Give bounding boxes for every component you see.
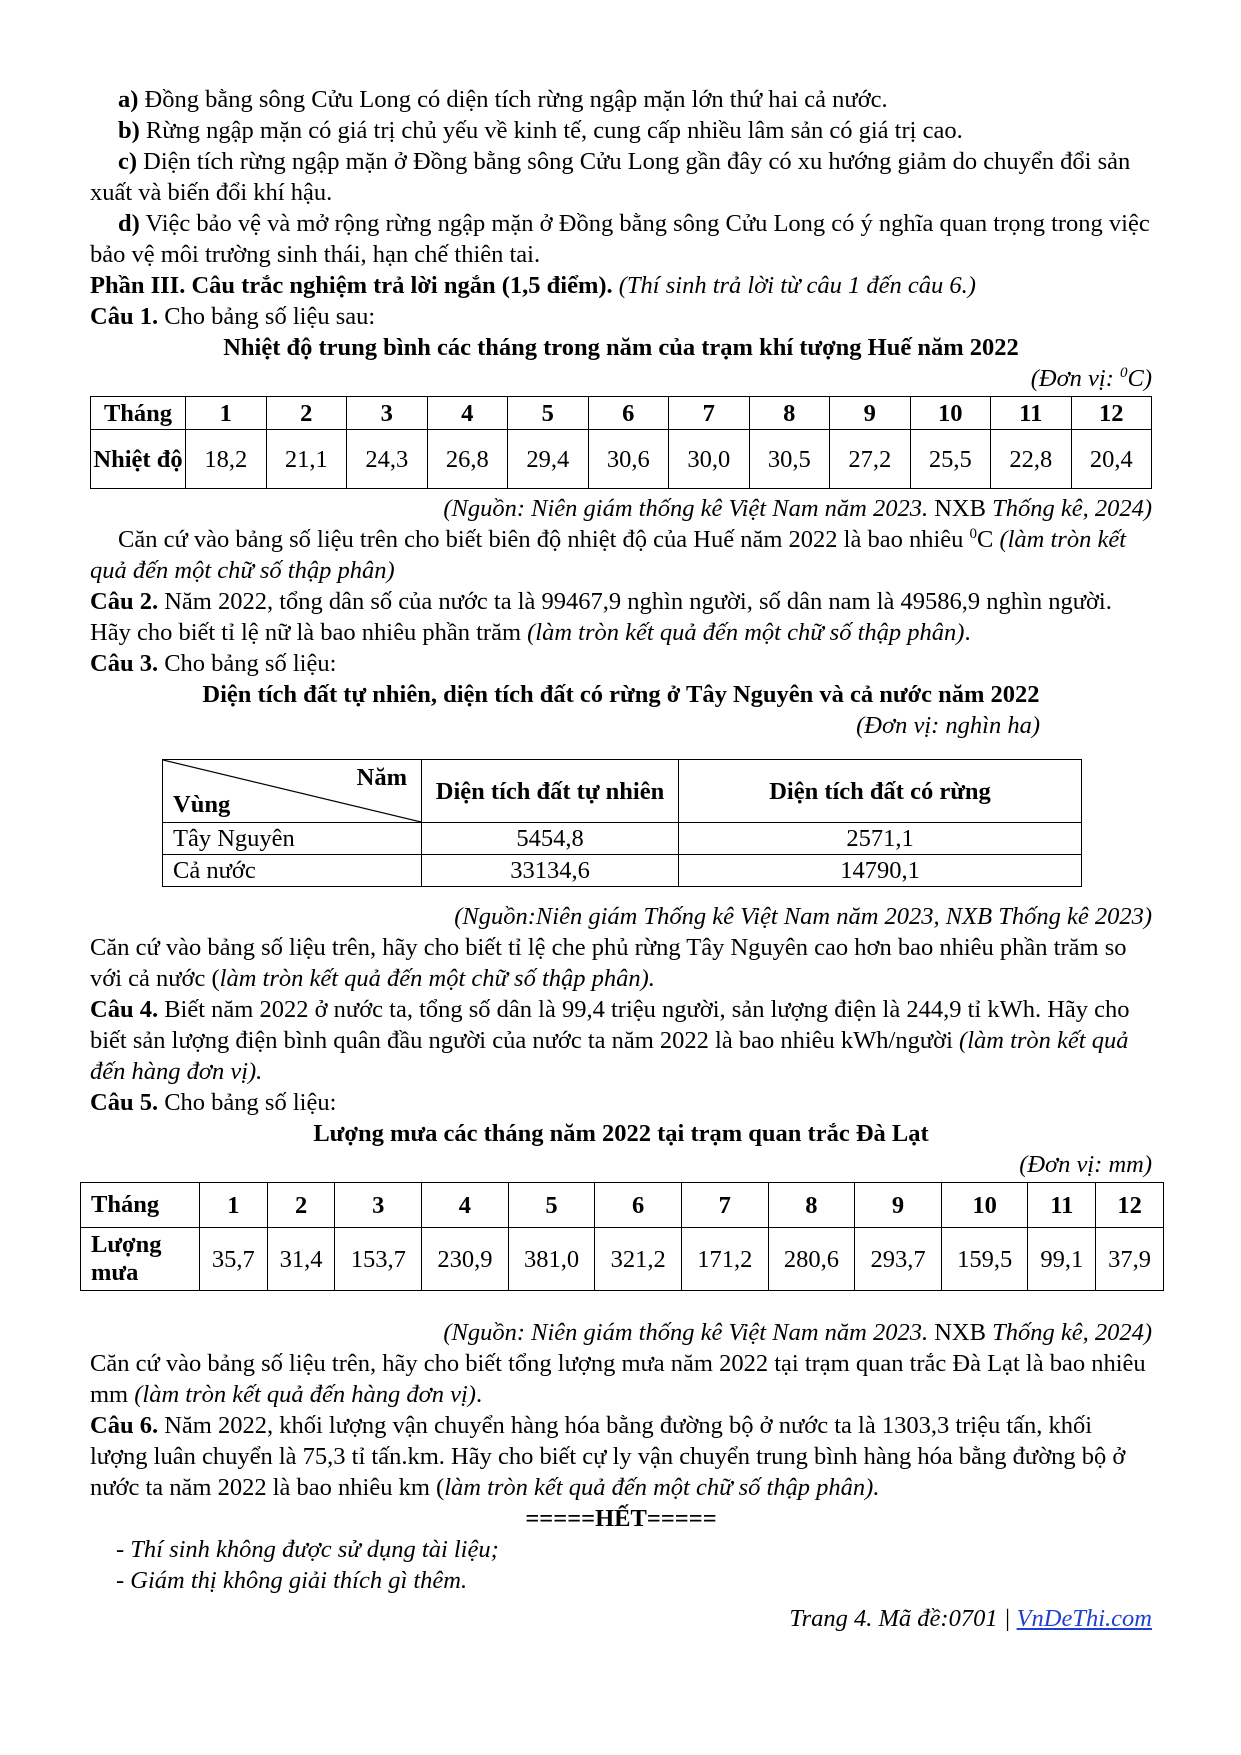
month-cell: 3 bbox=[335, 1183, 422, 1228]
month-cell: 4 bbox=[422, 1183, 509, 1228]
month-cell: 1 bbox=[200, 1183, 268, 1228]
table-value-row bbox=[91, 430, 1152, 489]
value-cell: 159,5 bbox=[941, 1228, 1028, 1291]
table-header-row bbox=[81, 1183, 1164, 1228]
temperature-table bbox=[90, 396, 1152, 489]
value-cell: 381,0 bbox=[508, 1228, 595, 1291]
corner-year-label: Năm bbox=[356, 764, 407, 791]
region-cell: Tây Nguyên bbox=[163, 823, 422, 855]
month-cell: 12 bbox=[1096, 1183, 1164, 1228]
value-cell: 18,2 bbox=[186, 430, 267, 489]
row-label-cell: Lượng mưa bbox=[81, 1228, 200, 1291]
table-value-row bbox=[81, 1228, 1164, 1291]
month-cell: 3 bbox=[347, 397, 428, 430]
value-cell: 99,1 bbox=[1028, 1228, 1096, 1291]
part3-heading: Phần III. Câu trắc nghiệm trả lời ngắn (1,5 điểm). (Thí sinh trả lời từ câu 1 đến câu 6.) bbox=[90, 272, 976, 299]
value-cell: 21,1 bbox=[266, 430, 347, 489]
diagonal-header-cell bbox=[163, 760, 422, 823]
q5-intro: Câu 5. Cho bảng số liệu: bbox=[90, 1089, 337, 1116]
forest-area-table bbox=[162, 759, 1082, 887]
month-cell: 5 bbox=[508, 1183, 595, 1228]
statement-c: c) Diện tích rừng ngập mặn ở Đồng bằng sông Cửu Long gần đây có xu hướng giảm do chuyển đổi sản xuất và biến đổi khí hậu. bbox=[90, 148, 1131, 206]
q1-source: (Nguồn: Niên giám thống kê Việt Nam năm 2023. NXB Thống kê, 2024) bbox=[443, 495, 1152, 522]
q5-source: (Nguồn: Niên giám thống kê Việt Nam năm 2023. NXB Thống kê, 2024) bbox=[443, 1319, 1152, 1346]
q3-table-title: Diện tích đất tự nhiên, diện tích đất có rừng ở Tây Nguyên và cả nước năm 2022 bbox=[202, 681, 1040, 708]
value-cell: 35,7 bbox=[200, 1228, 268, 1291]
month-cell: 11 bbox=[1028, 1183, 1096, 1228]
value-cell: 293,7 bbox=[855, 1228, 942, 1291]
header-cell: Tháng bbox=[91, 397, 186, 430]
value-cell: 30,0 bbox=[669, 430, 750, 489]
month-cell: 5 bbox=[508, 397, 589, 430]
q1-unit: (Đơn vị: $^0$C) bbox=[1030, 364, 1152, 392]
value-cell: 27,2 bbox=[830, 430, 911, 489]
q4: Câu 4. Biết năm 2022 ở nước ta, tổng số dân là 99,4 triệu người, sản lượng điện là 244,9 tỉ kWh. Hãy cho biết sản lượng điện bình quân đầu người của nước ta năm 2022 là bao nhiêu kWh/người (làm tròn kết quả đến hàng đơn vị). bbox=[90, 996, 1130, 1085]
value-cell: 30,5 bbox=[749, 430, 830, 489]
value-cell: 31,4 bbox=[267, 1228, 335, 1291]
q3-unit: (Đơn vị: nghìn ha) bbox=[856, 712, 1040, 739]
q3-source: (Nguồn:Niên giám Thống kê Việt Nam năm 2023, NXB Thống kê 2023) bbox=[454, 903, 1152, 930]
month-cell: 6 bbox=[595, 1183, 682, 1228]
value-cell: 24,3 bbox=[347, 430, 428, 489]
month-cell: 8 bbox=[768, 1183, 855, 1228]
statement-b: b) Rừng ngập mặn có giá trị chủ yếu về kinh tế, cung cấp nhiều lâm sản có giá trị cao. bbox=[118, 117, 963, 144]
note-item: - Giám thị không giải thích gì thêm. bbox=[116, 1567, 468, 1594]
note-item: - Thí sinh không được sử dụng tài liệu; bbox=[116, 1536, 499, 1563]
value-cell: 280,6 bbox=[768, 1228, 855, 1291]
q1-table-title: Nhiệt độ trung bình các tháng trong năm của trạm khí tượng Huế năm 2022 bbox=[223, 334, 1019, 361]
month-cell: 9 bbox=[830, 397, 911, 430]
month-cell: 1 bbox=[186, 397, 267, 430]
q1-intro: Câu 1. Cho bảng số liệu sau: bbox=[90, 303, 376, 330]
corner-region-label: Vùng bbox=[173, 791, 231, 818]
value-cell: 29,4 bbox=[508, 430, 589, 489]
value-cell: 2571,1 bbox=[679, 823, 1082, 855]
table-row bbox=[163, 823, 1082, 855]
q6: Câu 6. Năm 2022, khối lượng vận chuyển hàng hóa bằng đường bộ ở nước ta là 1303,3 triệu tấn, khối lượng luân chuyển là 75,3 tỉ tấn.km. Hãy cho biết cự ly vận chuyển trung bình hàng hóa bằng đường bộ ở nước ta năm 2022 là bao nhiêu km (làm tròn kết quả đến một chữ số thập phân). bbox=[90, 1412, 1126, 1501]
column-header: Diện tích đất có rừng bbox=[679, 760, 1082, 823]
q2: Câu 2. Năm 2022, tổng dân số của nước ta là 99467,9 nghìn người, số dân nam là 49586,9 nghìn người. Hãy cho biết tỉ lệ nữ là bao nhiêu phần trăm (làm tròn kết quả đến một chữ số thập phân). bbox=[90, 588, 1112, 646]
statement-a: a) Đồng bằng sông Cửu Long có diện tích rừng ngập mặn lớn thứ hai cả nước. bbox=[118, 86, 888, 113]
q5-unit: (Đơn vị: mm) bbox=[1019, 1151, 1152, 1178]
region-cell: Cả nước bbox=[163, 855, 422, 887]
table-header-row bbox=[163, 760, 1082, 823]
value-cell: 26,8 bbox=[427, 430, 508, 489]
month-cell: 4 bbox=[427, 397, 508, 430]
month-cell: 12 bbox=[1071, 397, 1152, 430]
value-cell: 14790,1 bbox=[679, 855, 1082, 887]
value-cell: 321,2 bbox=[595, 1228, 682, 1291]
exam-page bbox=[90, 84, 1152, 1596]
month-cell: 8 bbox=[749, 397, 830, 430]
statement-d: d) Việc bảo vệ và mở rộng rừng ngập mặn ở Đồng bằng sông Cửu Long có ý nghĩa quan trọng trong việc bảo vệ môi trường sinh thái, hạn chế thiên tai. bbox=[90, 210, 1150, 268]
header-cell: Tháng bbox=[81, 1183, 200, 1228]
value-cell: 5454,8 bbox=[422, 823, 679, 855]
value-cell: 230,9 bbox=[422, 1228, 509, 1291]
q3-question: Căn cứ vào bảng số liệu trên, hãy cho biết tỉ lệ che phủ rừng Tây Nguyên cao hơn bao nhiêu phần trăm so với cả nước (làm tròn kết quả đến một chữ số thập phân). bbox=[90, 934, 1127, 992]
value-cell: 37,9 bbox=[1096, 1228, 1164, 1291]
value-cell: 30,6 bbox=[588, 430, 669, 489]
value-cell: 153,7 bbox=[335, 1228, 422, 1291]
q5-table-title: Lượng mưa các tháng năm 2022 tại trạm quan trắc Đà Lạt bbox=[313, 1120, 929, 1147]
month-cell: 2 bbox=[267, 1183, 335, 1228]
month-cell: 10 bbox=[910, 397, 991, 430]
month-cell: 10 bbox=[941, 1183, 1028, 1228]
table-row bbox=[163, 855, 1082, 887]
row-label-cell: Nhiệt độ bbox=[91, 430, 186, 489]
q1-question: Căn cứ vào bảng số liệu trên cho biết biên độ nhiệt độ của Huế năm 2022 là bao nhiêu $^0$C (làm tròn kết quả đến một chữ số thập phân) bbox=[90, 525, 1127, 584]
month-cell: 11 bbox=[991, 397, 1072, 430]
month-cell: 7 bbox=[669, 397, 750, 430]
month-cell: 9 bbox=[855, 1183, 942, 1228]
q5-question: Căn cứ vào bảng số liệu trên, hãy cho biết tổng lượng mưa năm 2022 tại trạm quan trắc Đà Lạt là bao nhiêu mm (làm tròn kết quả đến hàng đơn vị). bbox=[90, 1350, 1146, 1408]
q3-intro: Câu 3. Cho bảng số liệu: bbox=[90, 650, 337, 677]
column-header: Diện tích đất tự nhiên bbox=[422, 760, 679, 823]
value-cell: 33134,6 bbox=[422, 855, 679, 887]
month-cell: 7 bbox=[681, 1183, 768, 1228]
rainfall-table bbox=[80, 1182, 1164, 1291]
end-mark: =====HẾT===== bbox=[525, 1505, 717, 1532]
value-cell: 25,5 bbox=[910, 430, 991, 489]
value-cell: 20,4 bbox=[1071, 430, 1152, 489]
month-cell: 2 bbox=[266, 397, 347, 430]
month-cell: 6 bbox=[588, 397, 669, 430]
footer-text: Trang 4. Mã đề:0701 | bbox=[789, 1605, 1017, 1632]
value-cell: 171,2 bbox=[681, 1228, 768, 1291]
page-footer bbox=[789, 1603, 1152, 1634]
site-link[interactable]: VnDeThi.com bbox=[1016, 1605, 1152, 1632]
value-cell: 22,8 bbox=[991, 430, 1072, 489]
table-header-row bbox=[91, 397, 1152, 430]
